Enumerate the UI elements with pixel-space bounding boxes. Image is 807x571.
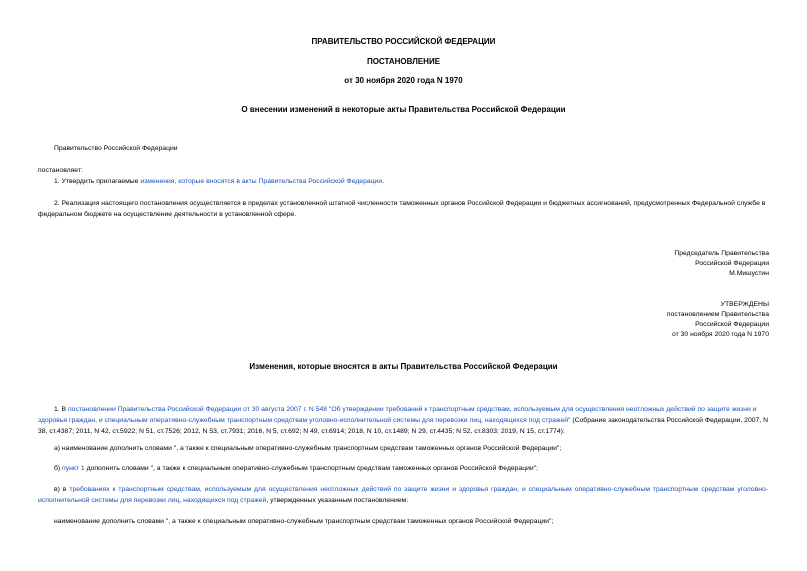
change-item-b: [38, 463, 768, 474]
item-1: [38, 176, 768, 187]
item-1-suffix: .: [382, 178, 385, 185]
change-b-suffix: дополнить словами ", а также к специальным оперативно-служебным транспортным средствам таможенных органов Российской Федерации";: [84, 465, 539, 472]
approved-country: Российской Федерации: [695, 321, 769, 328]
change-item-a: а) наименование дополнить словами ", а также к специальным оперативно-служебным транспортным средствам таможенных органов Российской Федерации";: [54, 445, 562, 452]
signature-country: Российской Федерации: [695, 260, 769, 267]
change-b-prefix: б): [54, 465, 63, 472]
approved-date: от 30 ноября 2020 года N 1970: [672, 331, 769, 338]
change-1-prefix: 1. В: [54, 406, 68, 413]
change-paragraph-1: [38, 404, 768, 437]
change-item-c: [38, 484, 768, 506]
resolves-text: постановляет:: [38, 167, 83, 174]
resolution-548-link[interactable]: постановлении Правительства Российской Федерации от 30 августа 2007 г. N 548 "Об утверждении требований к транспортным средствам, используемым для осуществления неотложных действий по защите жизни и здоровья граждан, и специальным оперативно-служебным транспортным средствам уголовно-исполнительной системы для перевозки лиц, находящихся под стражей": [38, 406, 757, 424]
signature-name: М.Мишустин: [729, 270, 769, 277]
change-1-suffix: (Собрание законодательства Российской Федерации, 2007, N 38, ст.4387; 2011, N 42, ст.5922; N 51, ст.7526; 2012, N 53, ст.7931; 2016, N 5, ст.692; N 49, ст.6914; 2018, N 10, ст.1489; N 29, ст.4435; N 52, ст.8303; 2019, N 15, ст.1774):: [38, 417, 768, 435]
document-title: О внесении изменений в некоторые акты Правительства Российской Федерации: [241, 105, 566, 114]
approved-label: УТВЕРЖДЕНЫ: [720, 301, 769, 308]
change-c-suffix: , утвержденных указанным постановлением:: [266, 497, 409, 504]
date-number-heading: от 30 ноября 2020 года N 1970: [344, 76, 463, 85]
signature-block: [469, 249, 769, 279]
changes-link[interactable]: изменения, которые вносятся в акты Правительства Российской Федерации: [140, 178, 383, 185]
issuer-text: Правительство Российской Федерации: [54, 145, 178, 152]
item-1-prefix: 1. Утвердить прилагаемые: [54, 178, 141, 185]
change-c-prefix: в) в: [54, 486, 70, 493]
doc-type-heading: ПОСТАНОВЛЕНИЕ: [366, 57, 441, 66]
requirements-link[interactable]: требованиях к транспортным средствам, используемым для осуществления неотложных действий по защите жизни и здоровья граждан, и специальным оперативно-служебным транспортным средствам уголовно-исполнительной системы для перевозки лиц, находящихся под стражей: [38, 486, 768, 504]
approved-by: постановлением Правительства: [666, 311, 769, 318]
changes-title: Изменения, которые вносятся в акты Правительства Российской Федерации: [249, 362, 558, 371]
item-1-link[interactable]: пункт 1: [62, 465, 85, 472]
change-last-paragraph: наименование дополнить словами ", а также к специальным оперативно-служебным транспортным средствам таможенных органов Российской Федерации";: [54, 518, 554, 525]
approved-block: [469, 300, 769, 340]
government-heading: ПРАВИТЕЛЬСТВО РОССИЙСКОЙ ФЕДЕРАЦИИ: [311, 37, 496, 46]
item-2: 2. Реализация настоящего постановления осуществляется в пределах установленной штатной численности таможенных органов Российской Федерации и бюджетных ассигнований, предусмотренных Федеральной службе в федеральном бюджете на осуществление деятельности в установленной сфере.: [38, 200, 766, 218]
signature-position: Председатель Правительства: [674, 250, 769, 257]
